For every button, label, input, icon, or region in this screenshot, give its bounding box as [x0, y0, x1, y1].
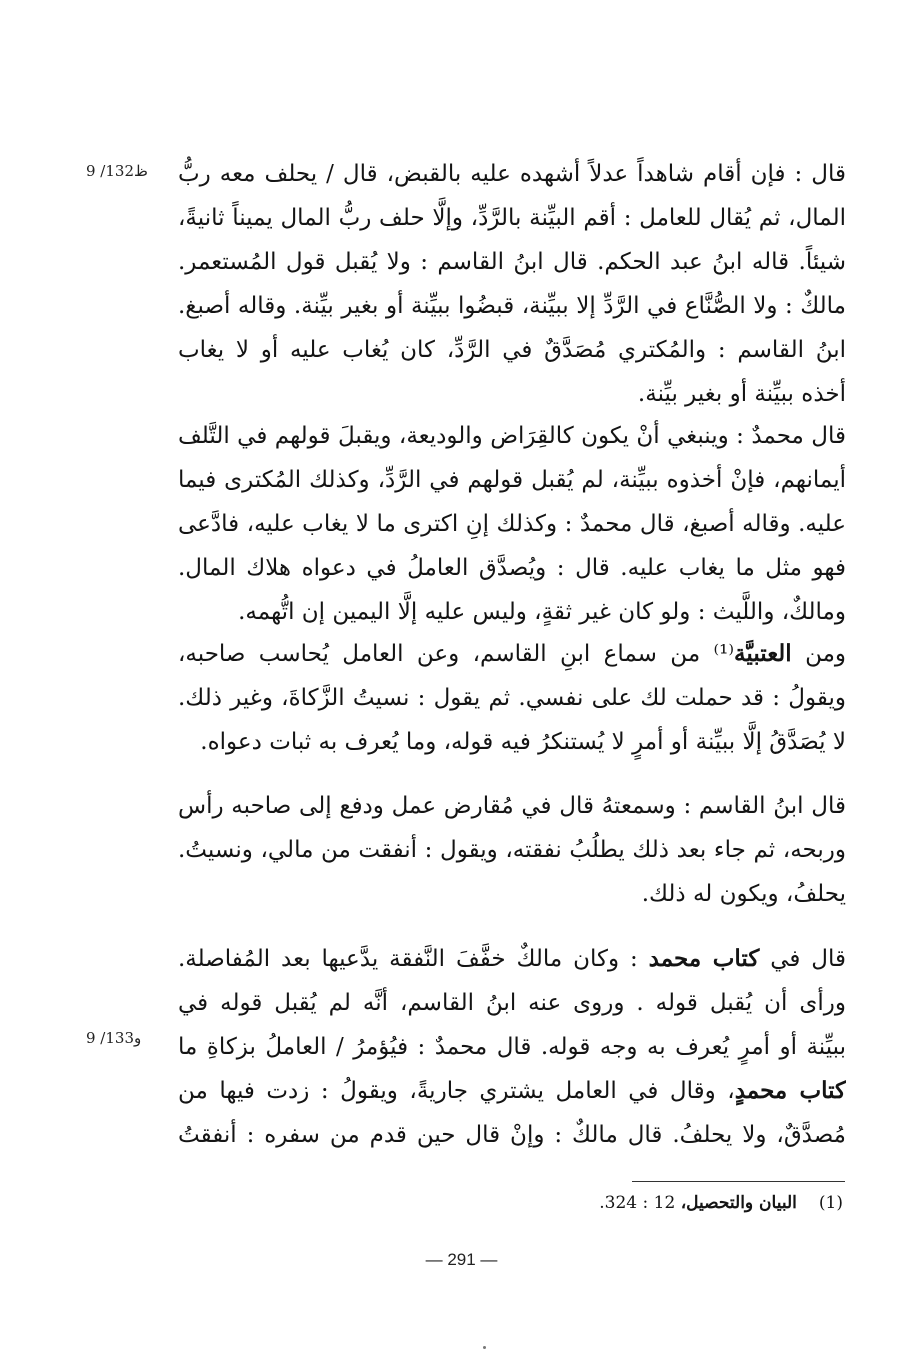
book-title: كتاب محمدٍ: [734, 1077, 846, 1104]
text-line: عليه. وقاله أصبغ، قال محمدٌ : وكذلك إنِ اكترى ما لا يغاب عليه، فادَّعى: [178, 511, 846, 537]
footnote-divider: [632, 1181, 845, 1182]
text-run: ⁽¹⁾ من سماع ابنِ القاسم، وعن العامل يُحاسب صاحبه،: [178, 641, 735, 667]
book-title: العتبيَّة: [734, 640, 792, 667]
text-run: قال في: [759, 946, 846, 972]
margin-folio-ref: 9 /133و: [86, 1029, 142, 1047]
text-line: قال ابنُ القاسم : وسمعتهُ قال في مُقارض عمل ودفع إلى صاحبه رأس: [178, 793, 846, 819]
text-line: [178, 937, 846, 981]
text-line: ومالكٌ، واللَّيث : ولو كان غير ثقةٍ، وليس عليه إلَّا اليمين إن اتُّهمه.: [238, 599, 846, 625]
paragraph: [178, 632, 846, 764]
text-line: لا يُصَدَّقُ إلَّا ببيِّنة أو أمرٍ لا يُستنكرُ فيه قوله، وما يُعرف به ثبات دعواه.: [200, 729, 846, 755]
text-line: ورأى أن يُقبل قوله . وروى عنه ابنُ القاسم، أنَّه لم يُقبل قوله في: [178, 990, 846, 1016]
page-number: — 291 —: [425, 1250, 498, 1269]
text-line: يحلفُ، ويكون له ذلك.: [641, 881, 846, 907]
text-line: المال، ثم يُقال للعامل : أقم البيِّنة بالرَّدِّ، وإلَّا حلف ربُّ المال يميناً ثانيةً،: [178, 205, 846, 231]
text-line: قال : فإن أقام شاهداً عدلاً أشهده عليه بالقبض، قال / يحلف معه ربُّ: [178, 161, 846, 187]
text-line: ويقولُ : قد حملت لك على نفسي. ثم يقول : نسيتُ الزَّكاةَ، وغير ذلك.: [178, 685, 846, 711]
text-line: ببيِّنة أو أمرٍ يُعرف به وجه قوله. قال محمدٌ : فيُؤمرُ / العاملُ بزكاةِ ما: [178, 1034, 846, 1060]
paragraph: [178, 414, 846, 634]
text-line: شيئاً. قاله ابنُ عبد الحكم. قال ابنُ القاسم : ولا يُقبل قول المُستعمر.: [178, 249, 846, 275]
text-line: مالكٌ : ولا الصُّنَّاع في الرَّدِّ إلا ببيِّنة، قبضُوا ببيِّنة أو بغير بيِّنة. وقاله أصبغ.: [178, 293, 846, 319]
scan-artifact-dot: [483, 1346, 486, 1349]
paragraph: [178, 937, 846, 1157]
text-line: فهو مثل ما يغاب عليه. قال : ويُصدَّق العاملُ في دعواه هلاك المال.: [178, 555, 846, 581]
text-line: قال محمدٌ : وينبغي أنْ يكون كالقِرَاض والوديعة، ويقبلَ قولهم في التَّلف: [178, 423, 846, 449]
paragraph: [178, 152, 846, 416]
text-line: أخذه ببيِّنة أو بغير بيِّنة.: [637, 381, 846, 407]
margin-folio-ref: 9 /132ظ: [86, 162, 148, 180]
text-line: [178, 1069, 846, 1113]
text-line: مُصدَّقٌ، ولا يحلفُ. قال مالكٌ : وإنْ قال حين قدم من سفره : أنفقتُ: [178, 1122, 846, 1148]
text-line: ابنُ القاسم : والمُكتري مُصَدَّقٌ في الرَّدِّ، كان يُغاب عليه أو لا يغاب: [178, 337, 846, 363]
footnote: [599, 1188, 843, 1218]
book-title: كتاب محمد: [648, 945, 760, 972]
text-line: وربحه، ثم جاء بعد ذلك يطلُبُ نفقته، ويقول : أنفقت من مالي، ونسيتُ.: [178, 837, 846, 863]
text-line: [178, 632, 846, 676]
footnote-number: (1): [818, 1193, 843, 1213]
footnote-source-title: البيان والتحصيل،: [680, 1193, 797, 1213]
text-run: ، وقال في العامل يشتري جاريةً، ويقولُ : زدت فيها من: [178, 1078, 735, 1104]
text-run: : وكان مالكٌ خفَّفَ النَّفقة يدَّعيها بعد المُفاصلة.: [178, 946, 649, 972]
footnote-reference: 12 : 324.: [599, 1193, 681, 1213]
paragraph: [178, 784, 846, 916]
text-line: أيمانهم، فإنْ أخذوه ببيِّنة، لم يُقبل قولهم في الرَّدِّ، وكذلك المُكترى فيما: [178, 467, 846, 493]
text-run: ومن: [791, 641, 846, 667]
